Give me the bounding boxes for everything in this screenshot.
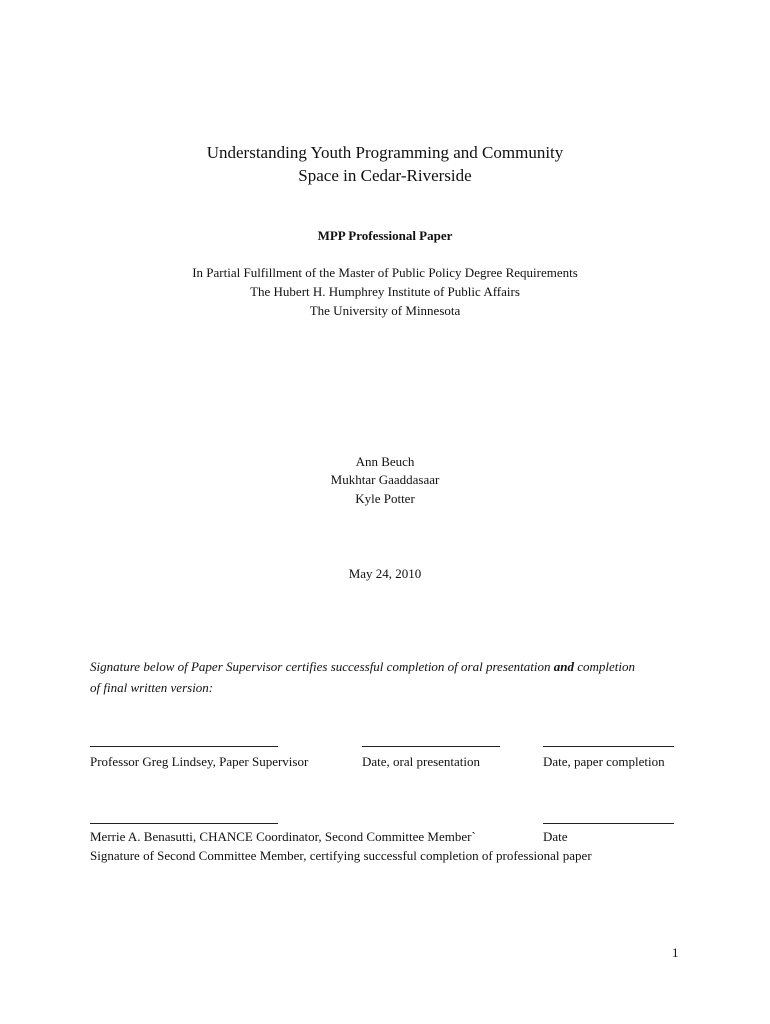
member-label: Merrie A. Benasutti, CHANCE Coordinator, Second Committee Member`: [90, 829, 476, 844]
member-certification-note: Signature of Second Committee Member, certifying successful completion of professional paper: [90, 848, 592, 863]
title-line-2: Space in Cedar-Riverside: [298, 166, 472, 185]
oral-date-signature-line: [362, 746, 500, 747]
certification-text-a: Signature below of Paper Supervisor certifies successful completion of oral presentation: [90, 659, 554, 674]
author-3: Kyle Potter: [355, 491, 415, 506]
fulfillment-line-2: The Hubert H. Humphrey Institute of Public Affairs: [250, 284, 520, 299]
title-line-1: Understanding Youth Programming and Community: [206, 143, 564, 162]
paper-date: May 24, 2010: [348, 566, 422, 581]
paper-type: MPP Professional Paper: [317, 228, 453, 243]
supervisor-signature-line: [90, 746, 278, 747]
author-1: Ann Beuch: [355, 454, 415, 469]
oral-date-label: Date, oral presentation: [362, 754, 481, 769]
fulfillment-line-1: In Partial Fulfillment of the Master of Public Policy Degree Requirements: [192, 265, 578, 280]
certification-bold-word: and: [553, 659, 574, 674]
certification-text-b: completion: [573, 659, 635, 674]
paper-date-signature-line: [543, 746, 674, 747]
supervisor-label: Professor Greg Lindsey, Paper Supervisor: [90, 754, 309, 769]
author-2: Mukhtar Gaaddasaar: [330, 472, 440, 487]
member-date-label: Date: [543, 829, 568, 844]
certification-line-2: of final written version:: [90, 680, 214, 695]
paper-date-label: Date, paper completion: [543, 754, 665, 769]
certification-line-1: [90, 659, 635, 675]
member-date-signature-line: [543, 823, 674, 824]
page-number: 1: [672, 945, 679, 960]
fulfillment-line-3: The University of Minnesota: [309, 303, 461, 318]
member-signature-line: [90, 823, 278, 824]
